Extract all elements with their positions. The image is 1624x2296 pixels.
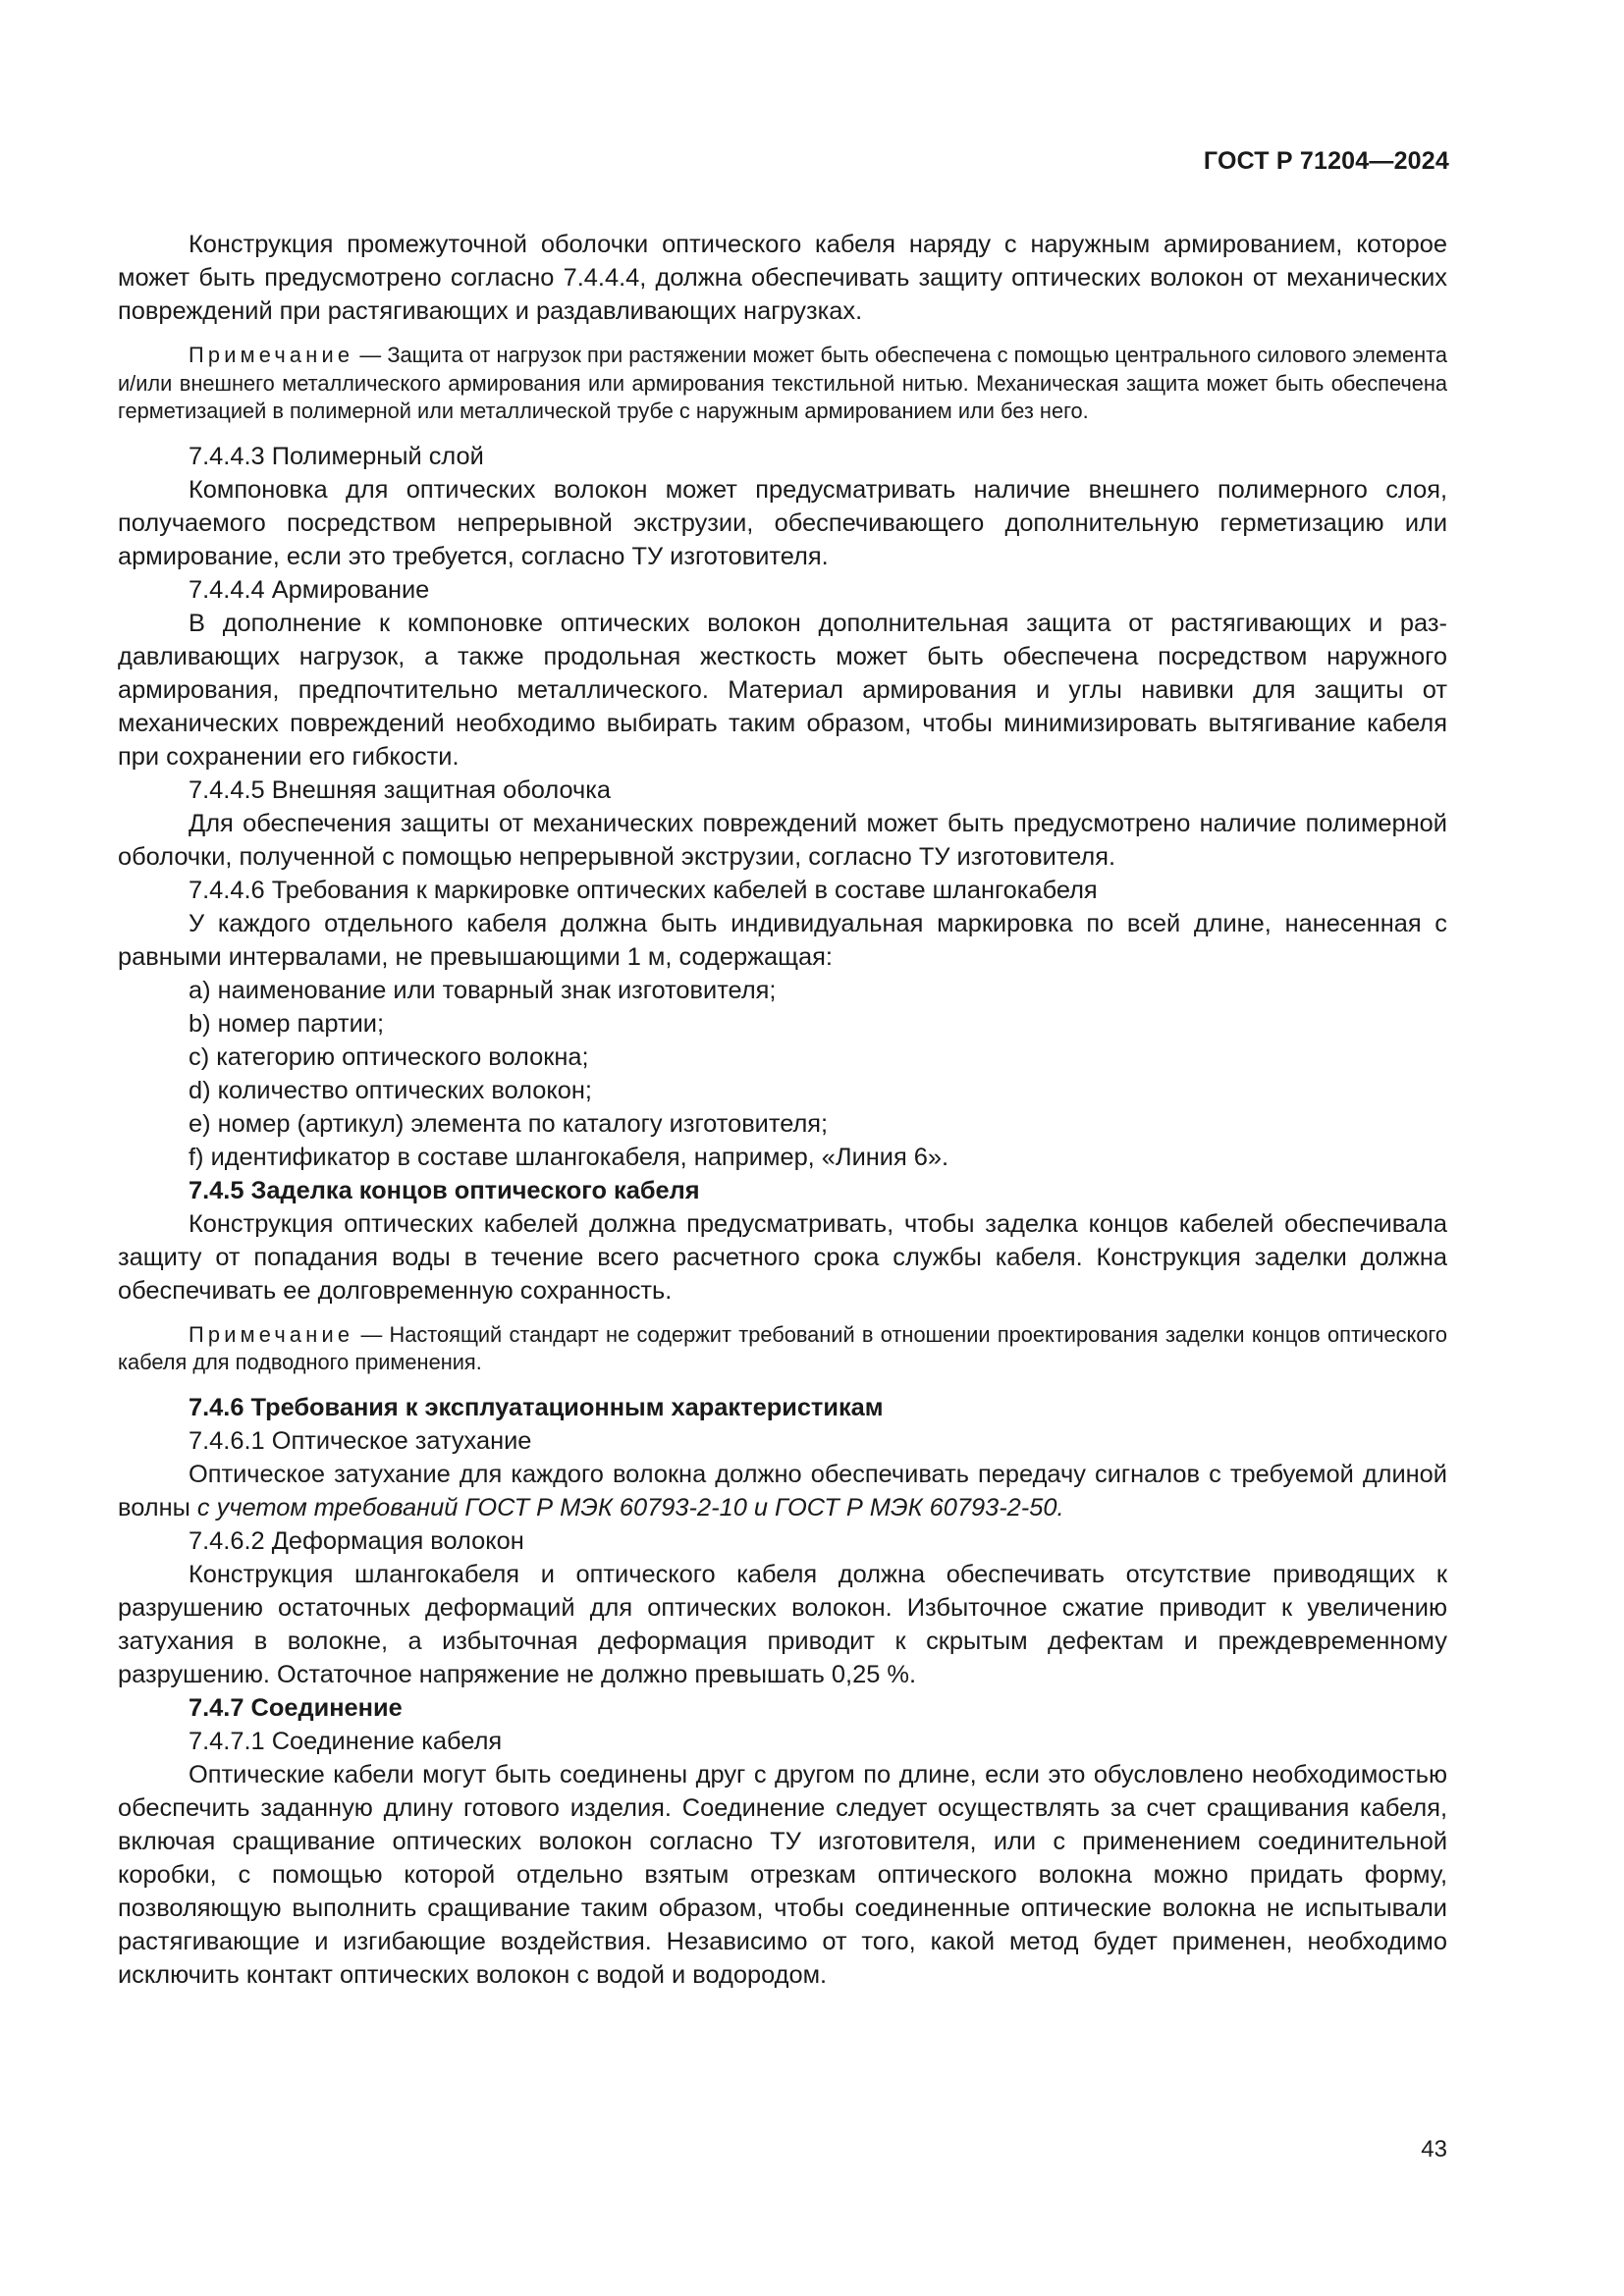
section-heading-747: 7.4.7 Соединение [189,1693,403,1722]
attenuation-reference: с учетом требований ГОСТ Р МЭК 60793-2-10 и ГОСТ Р МЭК 60793-2-50. [196,1493,1064,1522]
paragraph-polymer-layer: Компоновка для оптических волокон может предусматривать наличие внешнего полимерного слоя, получаемого посредством непрерывной экструзии, обеспечивающего дополнительную герметизацию или армирование, если это требуется, согласно ТУ изготовителя. [118,475,1447,570]
section-heading-7471: 7.4.7.1 Соединение кабеля [189,1727,503,1755]
section-heading-7445: 7.4.4.5 Внешняя защитная оболочка [189,775,612,804]
page-number: 43 [1421,2136,1447,2163]
document-header: ГОСТ Р 71204—2024 [1203,147,1449,175]
paragraph-armoring: В дополнение к компоновке оптических волокон дополнительная защита от растягивающих и раздавливающих нагрузок, а также продольная жесткость может быть обеспечена посредством наружного армирования, предпочтительно металлического. Материал армирования и углы навивки для защиты от механических повреждений необходимо выбирать таким образом, чтобы минимизировать вытягивание кабеля при сохранении его гибкости. [118,609,1447,771]
paragraph-intermediate-sheath: Конструкция промежуточной оболочки оптического кабеля наряду с наружным армированием, которое может быть предусмотрено согласно 7.4.4.4, должна обеспечивать защиту оптических волокон от механических повреждений при растягивающих и раздавливающих нагрузках. [118,231,1447,325]
paragraph-outer-sheath: Для обеспечения защиты от механических повреждений может быть предусмотрено наличие полимерной оболочки, полученной с помощью непрерывной экструзии, согласно ТУ изготовителя. [118,809,1447,871]
section-heading-7461: 7.4.6.1 Оптическое затухание [189,1426,532,1455]
list-item: f) идентификатор в составе шлангокабеля, например, «Линия 6». [189,1143,949,1171]
note-label: Примечание [189,1321,354,1347]
attenuation-text: Оптическое затухание для каждого волокна должно обеспечивать передачу сигналов с требуемой длиной волны [118,1460,1447,1522]
note-protection [118,342,1447,426]
section-heading-746: 7.4.6 Требования к эксплуатационным характеристикам [189,1393,884,1421]
section-heading-7444: 7.4.4.4 Армирование [189,575,430,604]
note-end-sealing [118,1321,1447,1377]
list-item: a) наименование или товарный знак изготовителя; [189,976,777,1004]
list-item: b) номер партии; [189,1009,385,1038]
section-heading-745: 7.4.5 Заделка концов оптического кабеля [189,1176,700,1204]
paragraph-marking: У каждого отдельного кабеля должна быть индивидуальная маркировка по всей длине, нанесенная с равными интервалами, не превышающими 1 м, содержащая: [118,909,1447,971]
paragraph-end-sealing: Конструкция оптических кабелей должна предусматривать, чтобы заделка концов кабелей обеспечивала защиту от попадания воды в течение всего расчетного срока службы кабеля. Конструкция заделки должна обеспечивать ее долговременную сохранность. [118,1209,1447,1305]
section-heading-7446: 7.4.4.6 Требования к маркировке оптических кабелей в составе шлангокабеля [189,876,1098,904]
note-text: — Защита от нагрузок при растяжении может быть обеспечена с помощью центрального силового элемента и/или внешнего металлического армирования или армирования текстильной нитью. Механическая защита может быть обеспечена герметизацией в полимерной или металлической трубе с наружным армированием или без него. [118,343,1447,423]
document-body [118,228,1447,1992]
list-item: c) категорию оптического волокна; [189,1042,589,1071]
list-item: e) номер (артикул) элемента по каталогу изготовителя; [189,1109,829,1138]
section-heading-7462: 7.4.6.2 Деформация волокон [189,1526,524,1555]
note-text: — Настоящий стандарт не содержит требований в отношении проектирования заделки концов оптического кабеля для подводного применения. [118,1321,1447,1374]
paragraph-fiber-deformation: Конструкция шлангокабеля и оптического кабеля должна обеспечивать отсутствие приводящих к разрушению остаточных деформаций для оптических волокон. Избыточное сжатие приводит к увеличению затухания в волокне, а избыточная деформация приводит к скрытым дефектам и преждевременному разрушению. Остаточное напряжение не должно превышать 0,25 %. [118,1560,1447,1688]
note-label: Примечание [189,343,354,367]
paragraph-cable-splicing: Оптические кабели могут быть соединены друг с другом по длине, если это обусловлено необходимостью обеспечить заданную длину готового изделия. Соединение следует осуществлять за счет сращивания кабеля, включая сращивание оптических волокон согласно ТУ изготовителя, или с применением соединительной коробки, с помощью которой отдельно взятым отрезкам оптического волокна можно придать форму, позволяющую выполнить сращивание таким образом, чтобы соединенные оптические волокна не испытывали растягивающие и изгибающие воздействия. Независимо от того, какой метод будет применен, необходимо исключить контакт оптических волокон с водой и водородом. [118,1760,1447,1989]
list-item: d) количество оптических волокон; [189,1076,592,1104]
section-heading-7443: 7.4.4.3 Полимерный слой [189,442,484,470]
paragraph-optical-attenuation [118,1458,1447,1524]
